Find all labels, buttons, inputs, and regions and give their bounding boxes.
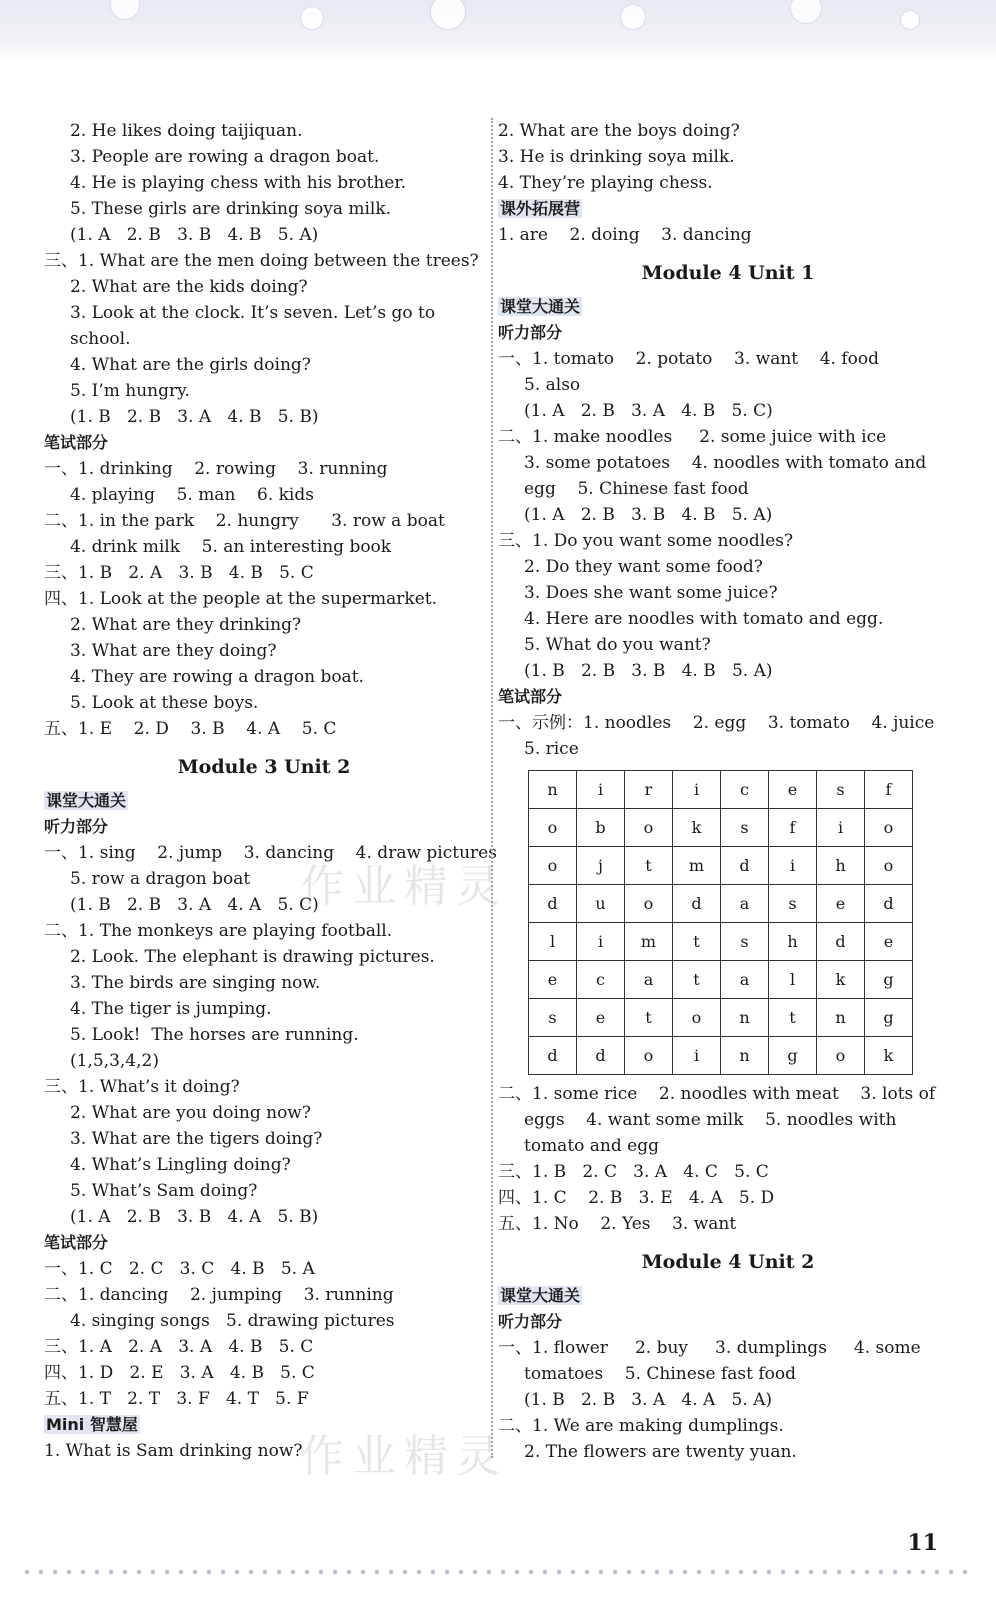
grid-cell: k [673,809,721,847]
grid-cell: t [625,847,673,885]
grid-cell: f [769,809,817,847]
answer-line: 三、1. B 2. C 3. A 4. C 5. C [498,1162,769,1182]
watermark: 作业精灵 [300,1431,508,1482]
answer-line: 3. Does she want some juice? [524,583,778,603]
answer-line: (1. B 2. B 3. B 4. B 5. A) [524,661,773,681]
module-title: Module 3 Unit 2 [177,756,351,778]
grid-cell: o [625,1037,673,1075]
answer-line: 四、1. C 2. B 3. E 4. A 5. D [498,1188,775,1208]
section-heading-label: 听力部分 [44,817,109,836]
answer-line: (1. B 2. B 3. A 4. B 5. B) [70,407,319,427]
answer-line: 五、1. No 2. Yes 3. want [498,1214,737,1234]
answer-line: (1. A 2. B 3. B 4. B 5. A) [524,505,773,525]
answer-line: 3. People are rowing a dragon boat. [70,147,380,167]
grid-cell: m [625,923,673,961]
section-heading [498,1309,958,1335]
grid-cell: o [625,809,673,847]
grid-cell: i [673,771,721,809]
grid-cell: n [721,1037,769,1075]
answer-line: 2. What are you doing now? [70,1103,311,1123]
grid-row [529,771,913,809]
header-decoration [0,0,996,62]
section-heading [44,1230,484,1256]
decor-bubble [300,6,324,30]
answer-line: 四、1. Look at the people at the supermarket. [44,589,438,609]
section-heading-label: 听力部分 [498,323,563,342]
grid-cell: j [577,847,625,885]
answer-line: 三、1. What’s it doing? [44,1077,240,1097]
answer-line: 5. also [524,375,581,395]
answer-line: 2. What are the kids doing? [70,277,308,297]
answer-line: 三、1. A 2. A 3. A 4. B 5. C [44,1337,314,1357]
answer-line: 二、1. some rice 2. noodles with meat 3. lots of [498,1084,936,1104]
grid-cell: e [529,961,577,999]
answer-line: 3. The birds are singing now. [70,973,321,993]
grid-cell: t [673,923,721,961]
grid-cell: d [721,847,769,885]
decor-bubble [110,0,140,20]
answer-line: 4. playing 5. man 6. kids [70,485,314,505]
grid-cell: d [529,885,577,923]
answer-line: 5. Look at these boys. [70,693,259,713]
grid-cell: o [865,847,913,885]
grid-cell: o [529,809,577,847]
grid-cell: i [817,809,865,847]
answer-line: 五、1. T 2. T 3. F 4. T 5. F [44,1389,309,1409]
answer-line: 3. He is drinking soya milk. [498,147,735,167]
grid-cell: d [577,1037,625,1075]
section-heading [44,430,484,456]
grid-cell: s [817,771,865,809]
grid-cell: i [577,771,625,809]
right-bottom-block [498,1081,958,1465]
grid-cell: l [529,923,577,961]
grid-cell: o [817,1037,865,1075]
answer-line: 3. Look at the clock. It’s seven. Let’s go to [70,303,436,323]
grid-cell: s [721,809,769,847]
grid-cell: h [769,923,817,961]
answer-line: eggs 4. want some milk 5. noodles with [524,1110,897,1130]
answer-line: 二、1. dancing 2. jumping 3. running [44,1285,394,1305]
section-heading-label: 听力部分 [498,1312,563,1331]
answer-line: (1. A 2. B 3. B 4. B 5. A) [70,225,319,245]
answer-line: 4. drink milk 5. an interesting book [70,537,392,557]
grid-cell: d [529,1037,577,1075]
grid-cell: s [529,999,577,1037]
answer-line: 二、1. in the park 2. hungry 3. row a boat [44,511,445,531]
section-heading [498,684,958,710]
answer-line: (1. B 2. B 3. A 4. A 5. A) [524,1390,773,1410]
answer-line: 二、1. make noodles 2. some juice with ice [498,427,887,447]
answer-line: 4. They are rowing a dragon boat. [70,667,364,687]
answer-line: 一、1. C 2. C 3. C 4. B 5. A [44,1259,315,1279]
answer-line: 4. What are the girls doing? [70,355,311,375]
grid-cell: o [529,847,577,885]
grid-cell: o [625,885,673,923]
answer-column-left [44,118,497,1464]
grid-cell: m [673,847,721,885]
answer-line: 2. He likes doing taijiquan. [70,121,303,141]
answer-line: (1. B 2. B 3. A 4. A 5. C) [70,895,319,915]
answer-line: 3. some potatoes 4. noodles with tomato and [524,453,927,473]
grid-cell: a [721,885,769,923]
answer-line: 五、1. E 2. D 3. B 4. A 5. C [44,719,337,739]
section-heading-label: 课堂大通关 [500,297,581,316]
answer-line: tomato and egg [524,1136,659,1156]
grid-row [529,923,913,961]
grid-cell: o [673,999,721,1037]
footer-decoration [20,1568,976,1576]
grid-cell: n [721,999,769,1037]
section-heading [44,788,484,814]
section-heading-label: 课外拓展营 [500,199,581,218]
grid-cell: i [673,1037,721,1075]
answer-line: egg 5. Chinese fast food [524,479,749,499]
answer-line: 5. What’s Sam doing? [70,1181,258,1201]
grid-row [529,847,913,885]
grid-cell: n [529,771,577,809]
grid-row [529,809,913,847]
grid-cell: k [817,961,865,999]
answer-column-right [498,118,958,1465]
answer-line: 三、1. B 2. A 3. B 4. B 5. C [44,563,314,583]
answer-line: 一、1. drinking 2. rowing 3. running [44,459,388,479]
watermark: 作业精灵 [300,861,508,912]
grid-cell: t [769,999,817,1037]
decor-bubble [430,0,466,30]
answer-line: 二、1. We are making dumplings. [498,1416,784,1436]
answer-line: (1. A 2. B 3. B 4. A 5. B) [70,1207,319,1227]
grid-cell: g [865,999,913,1037]
answer-line: 3. What are the tigers doing? [70,1129,323,1149]
grid-row [529,999,913,1037]
grid-cell: g [865,961,913,999]
answer-line: 5. rice [524,739,579,759]
column-divider [491,118,493,1458]
module-title: Module 4 Unit 2 [641,1251,815,1273]
answer-line: 4. Here are noodles with tomato and egg. [524,609,884,629]
answer-line: 5. row a dragon boat [70,869,251,889]
answer-line: 2. What are they drinking? [70,615,302,635]
answer-line: 2. Look. The elephant is drawing pictures. [70,947,435,967]
grid-cell: r [625,771,673,809]
answer-line: 3. What are they doing? [70,641,277,661]
grid-cell: b [577,809,625,847]
answer-line: 4. singing songs 5. drawing pictures [70,1311,395,1331]
answer-line: 2. The flowers are twenty yuan. [524,1442,797,1462]
grid-cell: u [577,885,625,923]
answer-line: 2. Do they want some food? [524,557,763,577]
section-heading [44,814,484,840]
grid-cell: a [721,961,769,999]
grid-cell: d [865,885,913,923]
answer-line: 4. The tiger is jumping. [70,999,272,1019]
answer-line: 5. Look! The horses are running. [70,1025,359,1045]
section-heading [498,1283,958,1309]
answer-line: 一、1. flower 2. buy 3. dumplings 4. some [498,1338,921,1358]
grid-cell: s [769,885,817,923]
grid-cell: d [817,923,865,961]
answer-line: tomatoes 5. Chinese fast food [524,1364,797,1384]
grid-cell: i [769,847,817,885]
answer-line: 2. What are the boys doing? [498,121,740,141]
word-search-grid [528,770,913,1075]
answer-line: 5. These girls are drinking soya milk. [70,199,392,219]
grid-cell: a [625,961,673,999]
grid-cell: e [577,999,625,1037]
grid-cell: h [817,847,865,885]
grid-cell: f [865,771,913,809]
section-heading-label: 笔试部分 [44,433,109,452]
answer-line: 1. What is Sam drinking now? [44,1441,303,1461]
section-heading-label: 课堂大通关 [500,1286,581,1305]
answer-line: school. [70,329,131,349]
answer-line: 四、1. D 2. E 3. A 4. B 5. C [44,1363,315,1383]
answer-line: 1. are 2. doing 3. dancing [498,225,752,245]
grid-row [529,961,913,999]
answer-line: 三、1. What are the men doing between the trees? [44,251,479,271]
grid-cell: c [721,771,769,809]
answer-line: 一、1. tomato 2. potato 3. want 4. food [498,349,879,369]
grid-cell: s [721,923,769,961]
grid-cell: t [625,999,673,1037]
grid-cell: l [769,961,817,999]
section-heading-label: 课堂大通关 [46,791,127,810]
decor-bubble [790,0,822,24]
answer-line: 三、1. Do you want some noodles? [498,531,794,551]
grid-cell: t [673,961,721,999]
grid-row [529,1037,913,1075]
grid-cell: e [769,771,817,809]
answer-line: (1. A 2. B 3. A 4. B 5. C) [524,401,773,421]
section-heading-label: Mini 智慧屋 [46,1415,138,1434]
section-heading [498,320,958,346]
grid-cell: g [769,1037,817,1075]
grid-cell: e [817,885,865,923]
grid-row [529,885,913,923]
grid-cell: e [865,923,913,961]
grid-cell: n [817,999,865,1037]
right-top-block [498,118,958,762]
answer-line: 4. He is playing chess with his brother. [70,173,407,193]
answer-line: 一、1. sing 2. jump 3. dancing 4. draw pictures [44,843,497,863]
decor-bubble [620,4,646,30]
module-title: Module 4 Unit 1 [641,262,815,284]
page-number: 11 [907,1530,938,1556]
answer-line: 5. I’m hungry. [70,381,190,401]
answer-line: (1,5,3,4,2) [70,1051,159,1071]
answer-line: 4. They’re playing chess. [498,173,713,193]
grid-cell: d [673,885,721,923]
grid-cell: o [865,809,913,847]
answer-line: 4. What’s Lingling doing? [70,1155,291,1175]
decor-bubble [900,10,920,30]
section-heading [498,294,958,320]
section-heading-label: 笔试部分 [44,1233,109,1252]
answer-line: 一、示例：1. noodles 2. egg 3. tomato 4. juice [498,713,935,733]
grid-cell: c [577,961,625,999]
grid-cell: i [577,923,625,961]
section-heading-label: 笔试部分 [498,687,563,706]
answer-line: 二、1. The monkeys are playing football. [44,921,393,941]
answer-line: 5. What do you want? [524,635,711,655]
grid-cell: k [865,1037,913,1075]
section-heading [498,196,958,222]
